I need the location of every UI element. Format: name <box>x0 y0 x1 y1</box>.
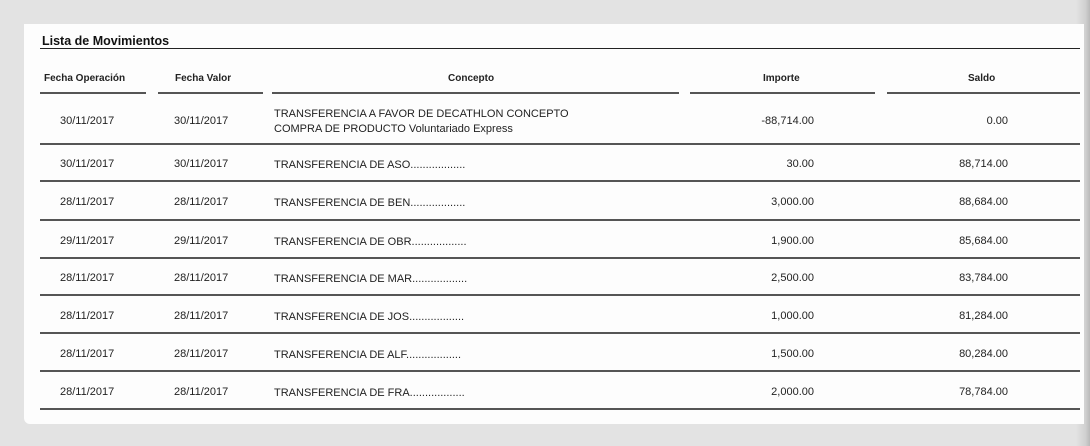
document-title: Lista de Movimientos <box>42 34 170 48</box>
cell-concepto: TRANSFERENCIA DE MAR.................. <box>274 273 468 285</box>
cell-importe: 3,000.00 <box>771 196 814 208</box>
header-fecha-operacion: Fecha Operación <box>44 73 126 84</box>
table-row <box>24 299 1084 334</box>
cell-saldo: 78,784.00 <box>959 386 1008 398</box>
header-fecha-valor: Fecha Valor <box>175 73 232 84</box>
cell-concepto: TRANSFERENCIA DE BEN.................. <box>274 197 466 209</box>
table-row <box>24 375 1084 410</box>
document-page <box>24 24 1084 424</box>
cell-concepto: TRANSFERENCIA DE ASO.................. <box>274 159 466 171</box>
cell-concepto: TRANSFERENCIA DE ALF.................. <box>274 349 462 361</box>
cell-fecha-valor: 30/11/2017 <box>174 158 229 170</box>
row-divider <box>40 257 1080 259</box>
row-divider <box>40 219 1080 221</box>
cell-saldo: 80,284.00 <box>959 348 1008 360</box>
cell-fecha-valor: 28/11/2017 <box>174 348 229 360</box>
cell-fecha-valor: 29/11/2017 <box>174 235 229 247</box>
cell-concepto-line1: TRANSFERENCIA A FAVOR DE DECATHLON CONCEPTO <box>274 108 569 120</box>
table-row <box>24 185 1084 221</box>
cell-fecha-valor: 28/11/2017 <box>174 386 229 398</box>
table-row <box>24 224 1084 259</box>
header-rule-concepto <box>272 92 679 94</box>
cell-concepto-line2: COMPRA DE PRODUCTO Voluntariado Express <box>274 123 513 135</box>
cell-fecha-operacion: 29/11/2017 <box>60 235 115 247</box>
header-rule-fecha-valor <box>158 92 263 94</box>
title-divider <box>40 48 1080 49</box>
cell-importe: 1,000.00 <box>771 310 814 322</box>
cell-concepto: TRANSFERENCIA DE JOS.................. <box>274 311 465 323</box>
header-rule-importe <box>690 92 875 94</box>
row-divider <box>40 294 1080 296</box>
cell-saldo: 81,284.00 <box>959 310 1008 322</box>
table-row <box>24 262 1084 296</box>
cell-importe: 1,500.00 <box>771 348 814 360</box>
cell-concepto: TRANSFERENCIA DE FRA.................. <box>274 387 465 399</box>
table-row <box>24 100 1084 145</box>
cell-fecha-valor: 28/11/2017 <box>174 310 229 322</box>
cell-importe: 2,500.00 <box>771 272 814 284</box>
cell-saldo: 85,684.00 <box>959 235 1008 247</box>
table-row <box>24 337 1084 372</box>
row-divider <box>40 332 1080 334</box>
cell-fecha-operacion: 28/11/2017 <box>60 348 115 360</box>
cell-fecha-operacion: 28/11/2017 <box>60 310 115 322</box>
cell-importe: -88,714.00 <box>761 115 814 127</box>
row-divider <box>40 180 1080 182</box>
row-divider <box>40 408 1080 410</box>
row-divider <box>40 143 1080 145</box>
cell-fecha-operacion: 28/11/2017 <box>60 196 115 208</box>
cell-importe: 1,900.00 <box>771 235 814 247</box>
cell-importe: 30.00 <box>786 158 814 170</box>
cell-saldo: 83,784.00 <box>959 272 1008 284</box>
table-row <box>24 148 1084 182</box>
row-divider <box>40 370 1080 372</box>
header-rule-saldo <box>887 92 1080 94</box>
cell-saldo: 88,684.00 <box>959 196 1008 208</box>
cell-fecha-valor: 28/11/2017 <box>174 272 229 284</box>
cell-concepto: TRANSFERENCIA DE OBR.................. <box>274 236 467 248</box>
cell-fecha-operacion: 30/11/2017 <box>60 158 115 170</box>
cell-saldo: 88,714.00 <box>959 158 1008 170</box>
cell-saldo: 0.00 <box>986 115 1008 127</box>
cell-fecha-valor: 30/11/2017 <box>174 115 229 127</box>
cell-fecha-operacion: 28/11/2017 <box>60 272 115 284</box>
header-importe: Importe <box>763 73 800 84</box>
header-concepto: Concepto <box>448 73 495 84</box>
cell-importe: 2,000.00 <box>771 386 814 398</box>
header-rule-fecha-operacion <box>40 92 146 94</box>
cell-fecha-operacion: 28/11/2017 <box>60 386 115 398</box>
cell-fecha-operacion: 30/11/2017 <box>60 115 115 127</box>
cell-fecha-valor: 28/11/2017 <box>174 196 229 208</box>
header-saldo: Saldo <box>968 73 996 84</box>
